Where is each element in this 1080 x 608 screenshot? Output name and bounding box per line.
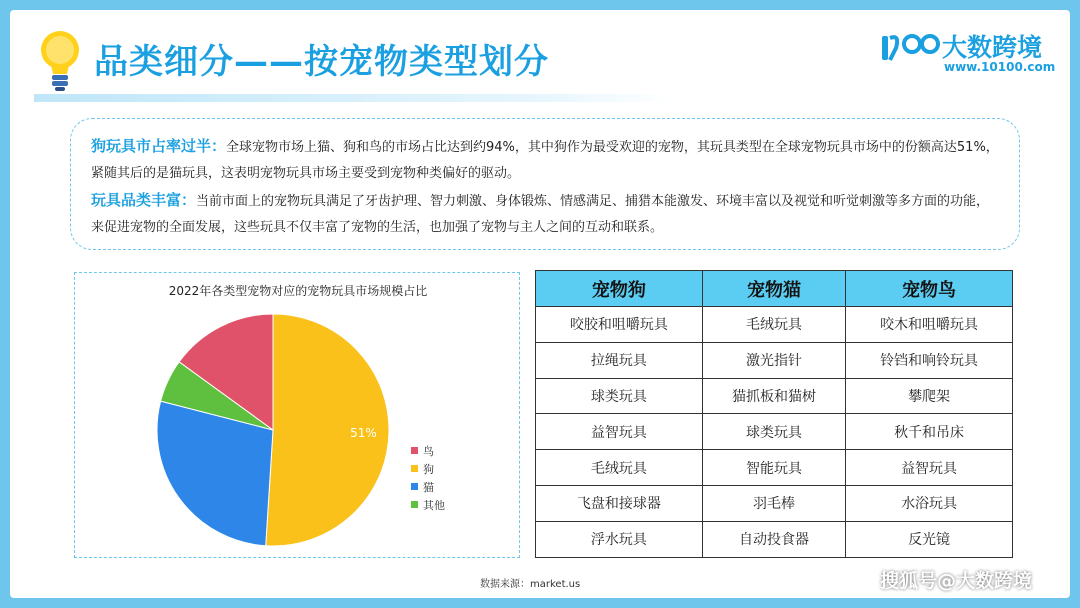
legend-swatch [411,447,418,454]
toy-table-wrapper [535,270,1013,558]
logo-name: 大数跨境 [942,33,1043,62]
table-cell: 猫抓板和猫树 [702,378,845,414]
table-cell: 球类玩具 [536,378,703,414]
table-cell: 球类玩具 [702,414,845,450]
table-row [536,378,1013,414]
table-cell: 拉绳玩具 [536,342,703,378]
description-text: 当前市面上的宠物玩具满足了牙齿护理、智力刺激、身体锻炼、情感满足、捕猎本能激发、环境丰富以及视觉和听觉刺激等多方面的功能，来促进宠物的全面发展，这些玩具不仅丰富了宠物的生活，也加强了宠物与主人之间的互动和联系。 [91,194,990,235]
table-cell: 激光指针 [702,342,845,378]
description-box [70,118,1020,250]
table-header-row [536,271,1013,307]
table-cell: 益智玩具 [846,450,1013,486]
table-cell: 秋千和吊床 [846,414,1013,450]
page-title: 品类细分——按宠物类型划分 [94,42,549,82]
table-cell: 浮水玩具 [536,521,703,557]
table-cell: 毛绒玩具 [536,450,703,486]
title-underline [34,94,674,102]
description-heading: 狗玩具市占率过半： [91,137,227,155]
description-heading: 玩具品类丰富： [91,191,197,209]
legend-label: 鸟 [423,445,434,458]
table-header-cell: 宠物猫 [702,271,845,307]
table-cell: 咬木和咀嚼玩具 [846,307,1013,343]
table-cell: 飞盘和接球器 [536,485,703,521]
pie-chart [75,273,521,559]
description-text: 全球宠物市场上猫、狗和鸟的市场占比达到约94%，其中狗作为最受欢迎的宠物，其玩具类型在全球宠物玩具市场中的份额高达51%，紧随其后的是猫玩具，这表明宠物玩具市场主要受到宠物种类偏好的驱动。 [91,140,999,181]
data-source: 数据来源：market.us [480,579,581,590]
table-row [536,342,1013,378]
table-cell: 羽毛棒 [702,485,845,521]
table-cell: 咬胶和咀嚼玩具 [536,307,703,343]
table-row [536,307,1013,343]
description-paragraph [91,133,999,187]
table-row [536,414,1013,450]
pie-chart-panel [74,272,520,558]
table-body [536,307,1013,558]
table-cell: 智能玩具 [702,450,845,486]
legend-swatch [411,483,418,490]
lightbulb-icon [36,28,84,94]
table-cell: 反光镜 [846,521,1013,557]
legend-label: 其他 [423,499,445,512]
logo-icon [878,30,940,70]
table-row [536,450,1013,486]
description-paragraph [91,187,999,241]
table-cell: 益智玩具 [536,414,703,450]
legend-label: 狗 [423,463,434,476]
logo-url: www.10100.com [944,60,1056,74]
watermark: 搜狐号@大数跨境 [880,570,1033,592]
table-cell: 水浴玩具 [846,485,1013,521]
data-label: 51% [350,425,377,440]
legend-swatch [411,501,418,508]
toy-table [535,270,1013,558]
table-cell: 攀爬架 [846,378,1013,414]
table-cell: 自动投食器 [702,521,845,557]
table-cell: 毛绒玩具 [702,307,845,343]
legend-swatch [411,465,418,472]
table-cell: 铃铛和响铃玩具 [846,342,1013,378]
slide [10,10,1070,598]
table-header-cell: 宠物狗 [536,271,703,307]
chart-title: 2022年各类型宠物对应的宠物玩具市场规模占比 [168,284,428,298]
legend-label: 猫 [423,481,434,494]
table-row [536,485,1013,521]
table-row [536,521,1013,557]
logo [878,28,1058,78]
table-header-cell: 宠物鸟 [846,271,1013,307]
